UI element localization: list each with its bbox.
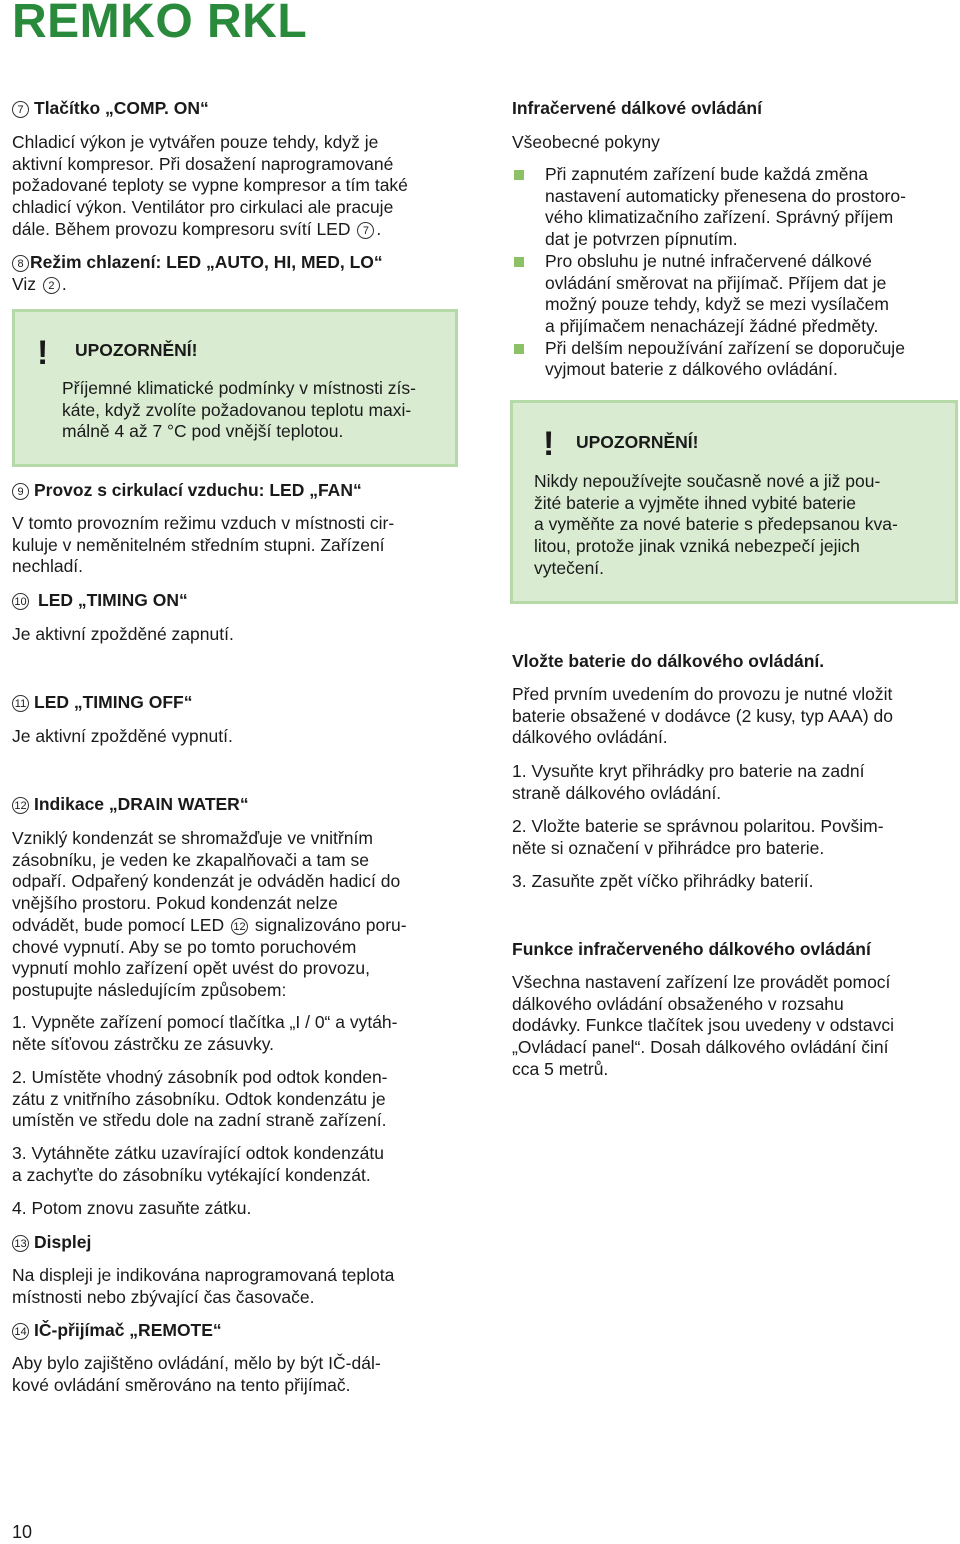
ref-number: 9 [12,483,29,500]
battery-step-1: 1. Vysuňte kryt přihrádky pro baterie na zadní straně dálkového ovládání. [512,761,865,803]
text-line: chladicí výkon. Ventilátor pro cirkulaci ale pracuje [12,197,394,218]
section-timing-off [12,692,472,747]
bullet-list [512,164,952,381]
drain-step-4: 4. Potom znovu zasuňte zátku. [12,1198,252,1218]
section-heading: 10 LED „TIMING ON“ [12,590,472,612]
section-heading: 7 Tlačítko „COMP. ON“ [12,98,472,120]
page-number: 10 [12,1522,33,1542]
general-notes-heading: Všeobecné pokyny [512,132,660,152]
insert-batteries-heading: Vložte baterie do dálkového ovládání. [512,651,825,671]
section-heading: 11 LED „TIMING OFF“ [12,692,472,714]
ref-number: 2 [43,277,60,294]
warning-title: UPOZORNĚNÍ! [75,340,198,360]
drain-water-text: Vzniklý kondenzát se shromažďuje ve vnitřním zásobníku, je veden ke zkapalňovači a tam se odpaří. Odpařený kondenzát je odváděn hadicí do vnějšího prostoru. Pokud kondenzát nelze odvádět, bude pomocí LED 12 signalizováno poru- chové vypnutí. Aby se po tomto poruchovém vypnutí mohlo zařízení opět uvést do provozu, postupujte následujícím způsobem: [12,828,407,1000]
section-heading: 14 IČ-přijímač „REMOTE“ [12,1320,472,1342]
text-line: Je aktivní zpožděné zapnutí. [12,623,234,644]
exclamation-icon: ! [543,425,555,463]
text-line: Viz 2 . [12,273,67,294]
text-line: požadované teploty se vypne kompresor a tím také [12,175,408,196]
comp-on-text [12,132,472,241]
list-item: Pro obsluhu je nutné infračervené dálkové ovládání směrovat na přijímač. Příjem dat je možný pouze tehdy, když se mezi vysílačem a přijímačem nenacházejí žádné předměty. [512,251,952,338]
text-line: Chladicí výkon je vytvářen pouze tehdy, když je [12,132,379,152]
exclamation-icon: ! [37,334,49,372]
bullet-square-icon [514,344,524,354]
warning-text: Nikdy nepoužívejte současně nové a již pou- žité baterie a vyjměte ihned vybité baterie a vyměňte za nové baterie s předepsanou kva- litou, protože jinak vzniká nebezpečí jejich vytečení. [534,471,898,578]
battery-step-2: 2. Vložte baterie se správnou polaritou. Povšim- něte si označení v přihrádce pro baterie. [512,816,884,858]
remote-functions-heading: Funkce infračerveného dálkového ovládání [512,939,871,959]
ref-number: 10 [12,593,29,610]
ref-number: 8 [12,255,29,272]
warning-box [12,309,458,467]
list-item: Při delším nepoužívání zařízení se doporučuje vyjmout baterie z dálkového ovládání. [512,338,952,381]
section-comp-on [12,98,472,120]
section-heading: 13 Displej [12,1232,472,1254]
warning-title: UPOZORNĚNÍ! [576,432,699,452]
warning-text: Příjemné klimatické podmínky v místnosti zís- káte, když zvolíte požadovanou teplotu maxi- málně 4 až 7 °C pod vnější teplotou. [62,378,416,442]
section-fan [12,480,472,502]
insert-batteries-intro: Před prvním uvedením do provozu je nutné vložit baterie obsažené v dodávce (2 kusy, typ AAA) do dálkového ovládání. [512,684,894,748]
section-timing-on [12,590,472,645]
ref-number: 11 [12,695,29,712]
ir-receiver-text: Aby bylo zajištěno ovládání, mělo by být IČ-dál- kové ovládání směrováno na tento přijímač. [12,1353,381,1395]
battery-step-3: 3. Zasuňte zpět víčko přihrádky baterií. [512,871,814,891]
text-line: Je aktivní zpožděné vypnutí. [12,725,233,746]
ref-number: 13 [12,1235,29,1252]
section-drain-water [12,794,472,816]
ref-number: 12 [12,797,29,814]
remote-functions-text: Všechna nastavení zařízení lze provádět pomocí dálkového ovládání obsaženého v rozsahu dodávky. Funkce tlačítek jsou uvedeny v odstavci „Ovládací panel“. Dosah dálkového ovládání činí cca 5 metrů. [512,972,894,1079]
section-ir-receiver [12,1320,472,1342]
drain-step-1: 1. Vypněte zařízení pomocí tlačítka „I / 0“ a vytáh- něte síťovou zástrčku ze zásuvky. [12,1012,398,1054]
ir-remote-heading: Infračervené dálkové ovládání [512,98,762,118]
bullet-square-icon [514,170,524,180]
ref-number: 14 [12,1323,29,1340]
drain-step-3: 3. Vytáhněte zátku uzavírající odtok kondenzátu a zachyťte do zásobníku vytékající kondenzát. [12,1143,384,1185]
section-heading: 9 Provoz s cirkulací vzduchu: LED „FAN“ [12,480,472,502]
section-heading: 8 Režim chlazení: LED „AUTO, HI, MED, LO“ [12,252,472,274]
section-display [12,1232,472,1254]
text-line: aktivní kompresor. Při dosažení naprogramované [12,153,394,174]
ref-number: 7 [12,101,29,118]
bullet-square-icon [514,257,524,267]
section-cooling-mode [12,252,472,295]
ref-number: 12 [231,918,248,935]
list-item: Při zapnutém zařízení bude každá změna nastavení automaticky přenesena do prostoro- vého klimatizačního zařízení. Správný příjem dat je potvrzen pípnutím. [512,164,952,251]
ref-number: 7 [357,222,374,239]
drain-step-2: 2. Umístěte vhodný zásobník pod odtok konden- zátu z vnitřního zásobníku. Odtok kondenzátu je umístěn ve středu dole na zadní straně zařízení. [12,1067,388,1131]
warning-box [510,400,958,604]
display-text: Na displeji je indikována naprogramovaná teplota místnosti nebo zbývající čas časovače. [12,1265,395,1307]
section-heading: 12 Indikace „DRAIN WATER“ [12,794,472,816]
text-line: dále. Během provozu kompresoru svítí LED 7 . [12,218,382,239]
brand-title: REMKO RKL [12,0,308,48]
fan-text: V tomto provozním režimu vzduch v místnosti cir- kuluje v neměnitelném středním stupni. Zařízení nechladí. [12,513,395,577]
